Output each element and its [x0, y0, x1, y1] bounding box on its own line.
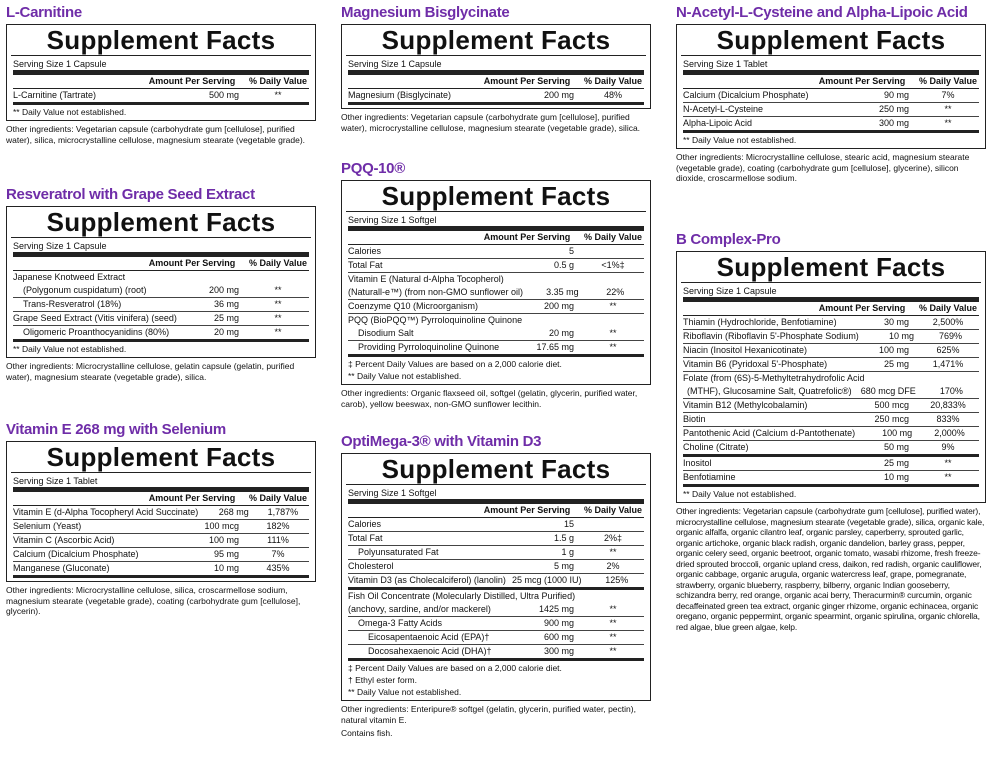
serving-size: Serving Size 1 Capsule: [13, 241, 107, 251]
nutrient-amount: 1425 mg: [538, 604, 574, 614]
footnote: ‡ Percent Daily Values are based on a 2,000 calorie diet.: [348, 359, 562, 369]
nutrient-amount: [522, 315, 586, 326]
nutrient-name: Providing Pyrroloquinoline Quinone: [358, 342, 500, 352]
nutrient-amount: 200 mg: [208, 285, 239, 295]
nutrient-amount: 10 mg: [888, 331, 914, 341]
nutrient-daily-value: 125%: [605, 575, 629, 585]
nutrient-daily-value: **: [609, 646, 617, 656]
nutrient-amount: 268 mg: [218, 507, 249, 517]
nutrient-daily-value: [582, 519, 644, 530]
nutrient-daily-value: **: [274, 285, 282, 295]
nutrient-name: Coenzyme Q10 (Microorganism): [348, 301, 479, 311]
nutrient-row: [348, 617, 644, 631]
nutrient-amount: 25 mg: [883, 458, 909, 468]
nutrient-row: [348, 518, 644, 532]
supplement-facts-panel: [341, 453, 651, 701]
nutrient-row: [348, 560, 644, 574]
nutrient-name: Niacin (Inositol Hexanicotinate): [683, 345, 808, 355]
section-pqq: [341, 160, 651, 409]
nutrient-row: [348, 314, 644, 327]
nutrient-name: (Polygonum cuspidatum) (root): [23, 285, 147, 295]
nutrient-daily-value: **: [944, 118, 952, 128]
nutrient-row: [348, 273, 644, 286]
supplement-facts-panel: [341, 24, 651, 109]
nutrient-daily-value: [586, 315, 644, 326]
nutrient-name: Manganese (Gluconate): [13, 563, 110, 573]
nutrient-row: [348, 286, 644, 300]
nutrient-row: [683, 413, 979, 427]
nutrient-daily-value: <1%‡: [601, 260, 625, 270]
panel-header: [683, 297, 979, 316]
panel-title: Supplement Facts: [11, 207, 311, 238]
product-name: Vitamin E 268 mg with Selenium: [6, 421, 226, 438]
nutrient-amount: 250 mg: [878, 104, 909, 114]
nutrient-name: Vitamin D3 (as Cholecalciferol) (lanolin): [348, 575, 506, 585]
serving-size: Serving Size 1 Tablet: [13, 476, 98, 486]
nutrient-row: [683, 372, 979, 385]
section-l-carnitine: [6, 4, 316, 145]
nutrient-name: Magnesium (Bisglycinate): [348, 90, 452, 100]
nutrient-row: [13, 562, 309, 578]
nutrient-daily-value: 435%: [266, 563, 290, 573]
header-label: Amount Per Serving: [148, 76, 236, 86]
nutrient-name: Calories: [348, 519, 382, 529]
nutrient-daily-value: 2,500%: [932, 317, 964, 327]
nutrient-amount: 5: [568, 246, 574, 256]
nutrient-daily-value: **: [944, 104, 952, 114]
nutrient-name: Selenium (Yeast): [13, 521, 82, 531]
nutrient-name: Fish Oil Concentrate (Molecularly Distilled, Ultra Purified): [348, 591, 576, 601]
product-name: Magnesium Bisglycinate: [341, 4, 510, 21]
nutrient-row: [683, 117, 979, 133]
nutrient-daily-value: 2%: [606, 561, 620, 571]
nutrient-row: [13, 548, 309, 562]
panel-header: [13, 252, 309, 271]
supplement-facts-panel: [341, 180, 651, 385]
header-label: Amount Per Serving: [148, 493, 236, 503]
header-label: % Daily Value: [583, 76, 643, 86]
nutrient-daily-value: 7%: [271, 549, 285, 559]
nutrient-row: [683, 358, 979, 372]
nutrient-daily-value: 769%: [938, 331, 962, 341]
nutrient-row: [348, 603, 644, 617]
nutrient-amount: 300 mg: [878, 118, 909, 128]
nutrient-row: [683, 89, 979, 103]
nutrient-daily-value: 20,833%: [930, 400, 966, 410]
nutrient-row: [348, 341, 644, 357]
nutrient-name: Cholesterol: [348, 561, 394, 571]
nutrient-row: [348, 645, 644, 661]
nutrient-daily-value: **: [944, 472, 952, 482]
nutrient-name: Disodium Salt: [358, 328, 414, 338]
header-label: Amount Per Serving: [483, 232, 571, 242]
nutrient-name: (MTHF), Glucosamine Salt, Quatrefolic®): [687, 386, 852, 396]
serving-size: Serving Size 1 Capsule: [683, 286, 777, 296]
panel-title: Supplement Facts: [11, 442, 311, 473]
nutrient-name: Total Fat: [348, 533, 383, 543]
nutrient-row: [683, 427, 979, 441]
nutrient-amount: 500 mg: [208, 90, 239, 100]
other-ingredients: Other ingredients: Vegetarian capsule (carbohydrate gum [cellulose], purified water), microcrystalline cellulose, magnesium stearate (vegetable grade), silica, organic kale, organic alfalfa, organic cilantro leaf, organic parsley, caperberry, sprouted garlic, organic artichoke, organic black radish, organic dandelion, barley grass, pepper, organic celery seed, organic beetroot, organic tomato, wasabi rhizome, fresh freeze-dried sprouted broccoli, organic upland cress, daikon, red radish, organic cauliflower, organic cabbage, organic arugula, organic watercress leaf, grape, pomegranate, strawberry, organic blueberry, raspberry, bilberry, organic Indian gooseberry, schizandra berry, red orange, organic acai berry, Theracurmin® curcumin, organic decaffeinated green tea extract, organic ginger rhizome, organic echinacea, organic oregano, organic peppermint, organic spearmint, organic spirulina, organic chlorella, red algae, blue green algae, kelp.: [676, 506, 985, 632]
supplement-facts-panel: [6, 24, 316, 121]
nutrient-name: Vitamin E (d-Alpha Tocopheryl Acid Succinate): [13, 507, 199, 517]
nutrient-name: Grape Seed Extract (Vitis vinifera) (seed): [13, 313, 177, 323]
other-ingredients: Other ingredients: Microcrystalline cellulose, stearic acid, magnesium stearate (vegetable grade), coating (carbohydrate gum [cellulose], glycerine), silicon dioxide, croscarmellose sodium.: [676, 152, 970, 183]
nutrient-row: [683, 316, 979, 330]
nutrient-daily-value: **: [609, 547, 617, 557]
footnote: ** Daily Value not established.: [348, 371, 462, 381]
footnote: ** Daily Value not established.: [13, 107, 127, 117]
product-name: OptiMega-3® with Vitamin D3: [341, 433, 542, 450]
nutrient-daily-value: 182%: [266, 521, 290, 531]
nutrient-row: [13, 534, 309, 548]
nutrient-daily-value: 2%‡: [603, 533, 622, 543]
nutrient-amount: 3.35 mg: [546, 287, 579, 297]
nutrient-amount: 600 mg: [543, 632, 574, 642]
other-ingredients: Other ingredients: Microcrystalline cellulose, gelatin capsule (gelatin, purified water), magnesium stearate (vegetable grade), silica.: [6, 361, 295, 382]
nutrient-daily-value: [925, 373, 979, 384]
section-b-complex: [676, 231, 986, 632]
nutrient-row: [13, 520, 309, 534]
nutrient-amount: [179, 272, 247, 283]
nutrient-daily-value: **: [609, 342, 617, 352]
supplement-facts-panel: [6, 441, 316, 582]
header-label: Amount Per Serving: [148, 258, 236, 268]
header-label: % Daily Value: [918, 76, 978, 86]
nutrient-amount: 100 mg: [882, 428, 913, 438]
nutrient-amount: 17.65 mg: [536, 342, 574, 352]
nutrient-row: [348, 327, 644, 341]
nutrient-amount: 20 mg: [213, 327, 239, 337]
product-name: N-Acetyl-L-Cysteine and Alpha-Lipoic Acid: [676, 4, 968, 21]
nutrient-name: Alpha-Lipoic Acid: [683, 118, 753, 128]
nutrient-amount: 25 mg: [883, 359, 909, 369]
nutrient-amount: 200 mg: [543, 90, 574, 100]
nutrient-row: [683, 385, 979, 399]
nutrient-name: Oligomeric Proanthocyanidins (80%): [23, 327, 170, 337]
panel-title: Supplement Facts: [11, 25, 311, 56]
nutrient-row: [13, 298, 309, 312]
nutrient-row: [13, 271, 309, 284]
panel-header: [683, 70, 979, 89]
nutrient-daily-value: **: [274, 90, 282, 100]
nutrient-daily-value: 2,000%: [934, 428, 965, 438]
nutrient-daily-value: 625%: [936, 345, 960, 355]
supplement-facts-panel: [676, 251, 986, 503]
header-label: % Daily Value: [248, 76, 308, 86]
supplement-facts-panel: [676, 24, 986, 149]
section-magnesium: [341, 4, 651, 133]
panel-header: [348, 70, 644, 89]
nutrient-daily-value: [613, 591, 644, 602]
header-label: % Daily Value: [583, 232, 643, 242]
nutrient-row: [13, 312, 309, 326]
panel-title: Supplement Facts: [346, 25, 646, 56]
product-name: Resveratrol with Grape Seed Extract: [6, 186, 255, 203]
serving-size: Serving Size 1 Softgel: [348, 215, 437, 225]
nutrient-daily-value: **: [944, 458, 952, 468]
nutrient-row: [13, 326, 309, 342]
nutrient-row: [683, 103, 979, 117]
nutrient-daily-value: **: [609, 328, 617, 338]
panel-header: [348, 499, 644, 518]
nutrient-name: Japanese Knotweed Extract: [13, 272, 126, 282]
nutrient-name: N-Acetyl-L-Cysteine: [683, 104, 764, 114]
nutrient-name: Polyunsaturated Fat: [358, 547, 439, 557]
nutrient-row: [348, 89, 644, 105]
nutrient-row: [13, 89, 309, 105]
footnote: ‡ Percent Daily Values are based on a 2,000 calorie diet.: [348, 663, 562, 673]
nutrient-row: [348, 590, 644, 603]
nutrient-daily-value: **: [274, 299, 282, 309]
nutrient-row: [13, 284, 309, 298]
nutrient-row: [348, 259, 644, 273]
nutrient-amount: 1 g: [561, 547, 574, 557]
nutrient-name: Vitamin E (Natural d-Alpha Tocopherol): [348, 274, 504, 284]
nutrient-amount: 1.5 g: [553, 533, 574, 543]
other-ingredients: Other ingredients: Microcrystalline cellulose, silica, croscarmellose sodium, magnesium stearate (vegetable grade), coating (carbohydrate gum [cellulose], glycerin).: [6, 585, 301, 616]
nutrient-daily-value: **: [274, 327, 282, 337]
nutrient-name: Calcium (Dicalcium Phosphate): [683, 90, 809, 100]
nutrient-name: Trans-Resveratrol (18%): [23, 299, 122, 309]
header-label: % Daily Value: [918, 303, 978, 313]
nutrient-daily-value: **: [609, 632, 617, 642]
nutrient-amount: 680 mcg DFE: [860, 386, 916, 396]
other-ingredients: Other ingredients: Organic flaxseed oil, softgel (gelatin, glycerin, purified water, carob), yellow beeswax, non-GMO sunflower lecithin.: [341, 388, 638, 409]
nutrient-row: [348, 546, 644, 560]
product-name: B Complex-Pro: [676, 231, 781, 248]
nutrient-amount: 100 mcg: [204, 521, 239, 531]
nutrient-row: [13, 506, 309, 520]
nutrient-row: [683, 457, 979, 471]
product-name: L-Carnitine: [6, 4, 82, 21]
nutrient-name: (Naturall-e™) (from non-GMO sunflower oil): [348, 287, 524, 297]
nutrient-name: Vitamin C (Ascorbic Acid): [13, 535, 115, 545]
nutrient-row: [683, 399, 979, 413]
nutrient-name: Vitamin B6 (Pyridoxal 5'-Phosphate): [683, 359, 828, 369]
header-label: Amount Per Serving: [483, 76, 571, 86]
panel-header: [13, 487, 309, 506]
nutrient-amount: 25 mcg (1000 IU): [511, 575, 582, 585]
supplement-facts-panel: [6, 206, 316, 358]
nutrient-amount: 30 mg: [883, 317, 909, 327]
nutrient-amount: 10 mg: [883, 472, 909, 482]
nutrient-row: [683, 344, 979, 358]
nutrient-amount: 900 mg: [543, 618, 574, 628]
nutrient-row: [348, 300, 644, 314]
nutrient-name: L-Carnitine (Tartrate): [13, 90, 97, 100]
nutrient-amount: [514, 274, 582, 285]
nutrient-amount: 50 mg: [883, 442, 909, 452]
nutrient-amount: 250 mcg: [874, 414, 909, 424]
serving-size: Serving Size 1 Capsule: [13, 59, 107, 69]
nutrient-amount: 100 mg: [878, 345, 909, 355]
nutrient-row: [348, 245, 644, 259]
nutrient-amount: 36 mg: [213, 299, 239, 309]
panel-header: [348, 226, 644, 245]
nutrient-name: Calcium (Dicalcium Phosphate): [13, 549, 139, 559]
nutrient-daily-value: 9%: [941, 442, 955, 452]
header-label: Amount Per Serving: [818, 76, 906, 86]
nutrient-name: Riboflavin (Riboflavin 5'-Phosphate Sodium): [683, 331, 859, 341]
nutrient-daily-value: 1,787%: [267, 507, 299, 517]
nutrient-amount: [575, 591, 613, 602]
footnote: ** Daily Value not established.: [683, 489, 797, 499]
allergen-note: Contains fish.: [341, 728, 393, 738]
section-vitamin-e: [6, 421, 316, 617]
nutrient-daily-value: 833%: [936, 414, 960, 424]
nutrient-daily-value: **: [609, 604, 617, 614]
nutrient-daily-value: **: [609, 618, 617, 628]
nutrient-row: [348, 574, 644, 590]
serving-size: Serving Size 1 Capsule: [348, 59, 442, 69]
nutrient-daily-value: **: [609, 301, 617, 311]
header-label: % Daily Value: [583, 505, 643, 515]
nutrient-name: Docosahexaenoic Acid (DHA)†: [368, 646, 492, 656]
footnote: ** Daily Value not established.: [348, 687, 462, 697]
serving-size: Serving Size 1 Softgel: [348, 488, 437, 498]
header-label: Amount Per Serving: [483, 505, 571, 515]
nutrient-amount: 500 mcg: [874, 400, 909, 410]
nutrient-daily-value: 7%: [941, 90, 955, 100]
nutrient-amount: 25 mg: [213, 313, 239, 323]
nutrient-daily-value: [247, 272, 309, 283]
other-ingredients: Other ingredients: Vegetarian capsule (carbohydrate gum [cellulose], purified water), silica, microcrystalline cellulose, magnesium stearate (vegetable grade).: [6, 124, 306, 145]
nutrient-row: [683, 330, 979, 344]
nutrient-amount: 300 mg: [543, 646, 574, 656]
nutrient-name: Vitamin B12 (Methylcobalamin): [683, 400, 808, 410]
nutrient-name: PQQ (BioPQQ™) Pyrroloquinoline Quinone: [348, 315, 523, 325]
nutrient-name: Choline (Citrate): [683, 442, 749, 452]
nutrient-daily-value: 111%: [267, 535, 289, 545]
nutrient-name: Omega-3 Fatty Acids: [358, 618, 443, 628]
nutrient-name: Benfotiamine: [683, 472, 736, 482]
nutrient-name: Eicosapentaenoic Acid (EPA)†: [368, 632, 490, 642]
other-ingredients: Other ingredients: Vegetarian capsule (carbohydrate gum [cellulose], purified water), microcrystalline cellulose, magnesium stearate (vegetable grade), silica.: [341, 112, 641, 133]
nutrient-amount: 15: [563, 519, 574, 529]
footnote: ** Daily Value not established.: [683, 135, 797, 145]
nutrient-name: Pantothenic Acid (Calcium d-Pantothenate): [683, 428, 856, 438]
nutrient-amount: 95 mg: [213, 549, 239, 559]
nutrient-amount: 200 mg: [543, 301, 574, 311]
header-label: Amount Per Serving: [818, 303, 906, 313]
nutrient-row: [683, 471, 979, 487]
nutrient-amount: 5 mg: [553, 561, 574, 571]
nutrient-name: Thiamin (Hydrochloride, Benfotiamine): [683, 317, 837, 327]
header-label: % Daily Value: [248, 258, 308, 268]
nutrient-amount: 90 mg: [883, 90, 909, 100]
nutrient-daily-value: 170%: [939, 386, 963, 396]
nutrient-amount: 0.5 g: [553, 260, 574, 270]
nutrient-name: Folate (from (6S)-5-Methyltetrahydrofolic Acid: [683, 373, 865, 383]
nutrient-daily-value: [582, 274, 644, 285]
nutrient-row: [683, 441, 979, 457]
panel-title: Supplement Facts: [681, 25, 981, 56]
nutrient-name: Biotin: [683, 414, 706, 424]
serving-size: Serving Size 1 Tablet: [683, 59, 768, 69]
nutrient-name: Total Fat: [348, 260, 383, 270]
panel-header: [13, 70, 309, 89]
panel-title: Supplement Facts: [346, 181, 646, 212]
panel-title: Supplement Facts: [681, 252, 981, 283]
nutrient-daily-value: 48%: [603, 90, 622, 100]
section-optimega: [341, 433, 651, 739]
nutrient-name: Inositol: [683, 458, 712, 468]
nutrient-daily-value: [582, 246, 644, 257]
footnote: † Ethyl ester form.: [348, 675, 417, 685]
nutrient-amount: 20 mg: [548, 328, 574, 338]
header-label: % Daily Value: [248, 493, 308, 503]
product-name: PQQ-10®: [341, 160, 405, 177]
nutrient-daily-value: 22%: [606, 287, 625, 297]
panel-title: Supplement Facts: [346, 454, 646, 485]
other-ingredients: Other ingredients: Enteripure® softgel (gelatin, glycerin, purified water, pectin), natural vitamin E.: [341, 704, 636, 725]
section-nac-ala: [676, 4, 986, 184]
section-resveratrol: [6, 186, 316, 382]
footnote: ** Daily Value not established.: [13, 344, 127, 354]
nutrient-daily-value: **: [274, 313, 282, 323]
nutrient-name: Calories: [348, 246, 382, 256]
nutrient-amount: 10 mg: [213, 563, 239, 573]
nutrient-row: [348, 532, 644, 546]
nutrient-amount: 100 mg: [208, 535, 239, 545]
nutrient-daily-value: 1,471%: [932, 359, 964, 369]
nutrient-amount: [865, 373, 925, 384]
nutrient-row: [348, 631, 644, 645]
nutrient-name: (anchovy, sardine, and/or mackerel): [348, 604, 491, 614]
